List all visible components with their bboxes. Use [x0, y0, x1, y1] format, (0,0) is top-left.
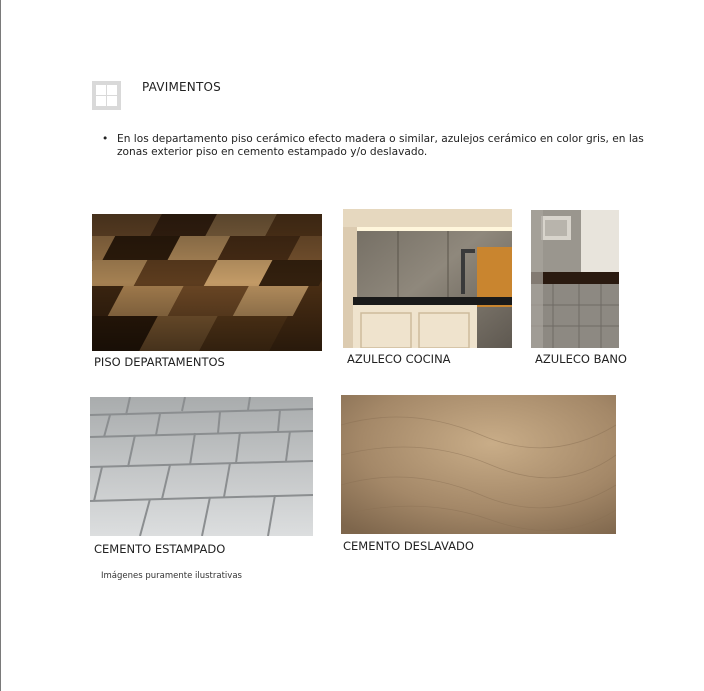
illustrative-note: Imágenes puramente ilustrativas — [101, 571, 242, 581]
page-left-border — [0, 0, 1, 691]
description-item: • En los departamento piso cerámico efecto madera o similar, azulejos cerámico en color gris, en las zonas exterior piso en cemento estampado y/o deslavado. — [100, 133, 645, 159]
caption-azuleco-cocina: AZULECO COCINA — [347, 352, 451, 366]
description-list — [100, 133, 645, 159]
caption-piso-departamentos: PISO DEPARTAMENTOS — [94, 355, 225, 369]
caption-azuleco-bano: AZULECO BANO — [535, 352, 627, 366]
azuleco-cocina-photo — [343, 209, 512, 348]
azuleco-bano-photo — [531, 210, 619, 348]
section-title: PAVIMENTOS — [142, 80, 221, 94]
caption-cemento-deslavado: CEMENTO DESLAVADO — [343, 539, 474, 553]
caption-cemento-estampado: CEMENTO ESTAMPADO — [94, 542, 226, 556]
cemento-estampado-photo — [90, 397, 313, 536]
piso-departamentos-photo — [92, 214, 322, 351]
cemento-deslavado-photo — [341, 395, 616, 534]
window-grid-icon — [92, 81, 121, 110]
